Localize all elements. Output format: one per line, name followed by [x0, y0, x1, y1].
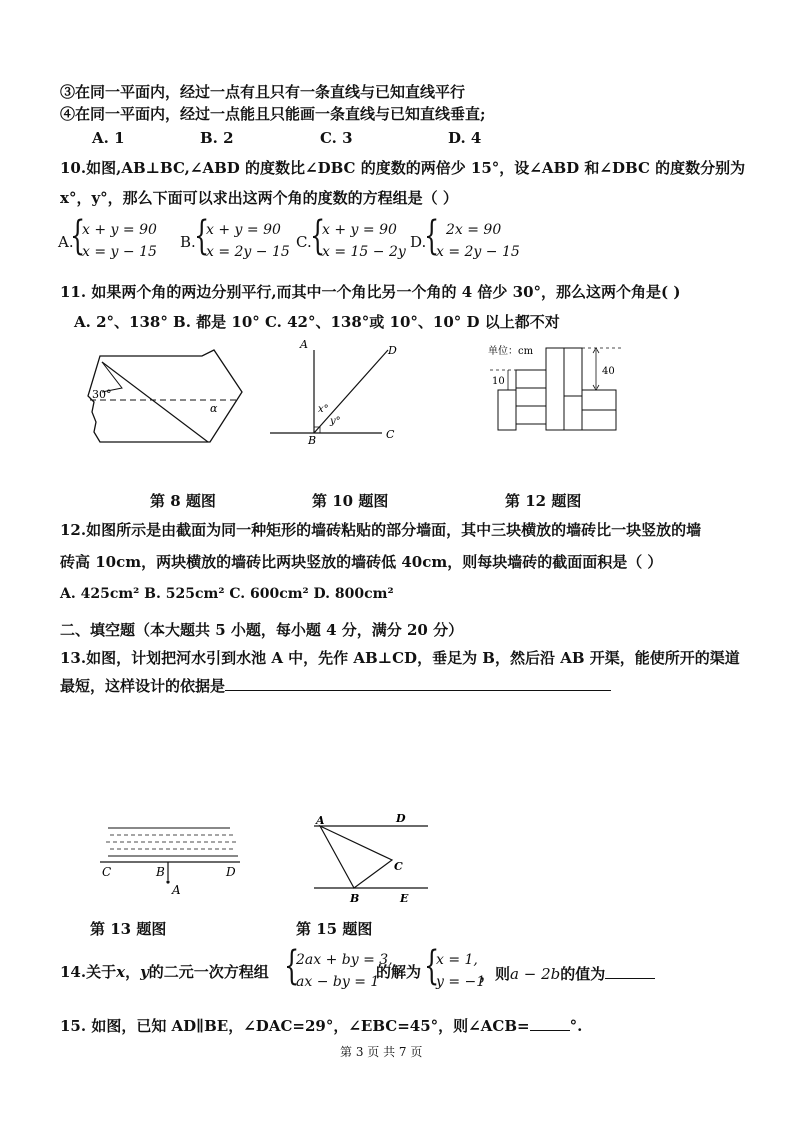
q14-eq1: 2ax + by = 3, — [296, 952, 393, 968]
figure-15 — [308, 810, 438, 910]
brace-icon: { — [70, 213, 86, 259]
fig15-label-b: B — [350, 892, 360, 905]
q10-option-d-eq2: x = 2y − 15 — [436, 244, 520, 260]
q14-mid: 的二元一次方程组 — [148, 963, 269, 981]
q10-option-a-eq2: x = y − 15 — [82, 244, 157, 260]
q15-answer-blank[interactable] — [530, 1014, 570, 1031]
fig8-angle-label: 30° — [92, 388, 112, 401]
q10-line2: x°，y°，那么下面可以求出这两个角的度数的方程组是（ ） — [60, 189, 458, 207]
q13-line2-row — [60, 674, 611, 696]
q14-tail-row — [480, 962, 655, 984]
fig15-label-c: C — [394, 860, 403, 873]
fig10-label-b: B — [308, 434, 317, 447]
q15-text: 15. 如图，已知 AD∥BE，∠DAC=29°，∠EBC=45°，则∠ACB= — [60, 1017, 530, 1035]
fig13-label-b: B — [156, 865, 165, 879]
q14-var-y: y — [140, 963, 149, 981]
figure-12 — [488, 340, 638, 435]
fig10-label-y: y° — [330, 416, 341, 427]
fig10-label-x: x° — [318, 404, 329, 415]
q10-option-b-label: B. — [180, 233, 196, 251]
section-2-title: 二、填空题（本大题共 5 小题，每小题 4 分，满分 20 分） — [60, 621, 464, 639]
brace-icon: { — [194, 213, 210, 259]
fig12-height-10: 10 — [492, 376, 505, 387]
q14-prefix-row — [60, 962, 269, 982]
q9-item4: ④在同一平面内，经过一点能且只能画一条直线与已知直线垂直; — [60, 105, 486, 123]
q9-option-c: C. 3 — [320, 129, 353, 147]
caption-figure-10: 第 10 题图 — [312, 492, 389, 510]
figure-8 — [82, 350, 252, 450]
fig8-alpha-label: α — [210, 402, 218, 415]
brace-icon: { — [424, 943, 440, 989]
q10-option-a-label: A. — [58, 233, 74, 251]
q12-options: A. 425cm² B. 525cm² C. 600cm² D. 800cm² — [60, 586, 394, 602]
fig15-label-a: A — [316, 814, 325, 827]
q14-prefix: 14.关于 — [60, 963, 117, 981]
q10-option-b-eq1: x + y = 90 — [206, 222, 281, 238]
caption-figure-13: 第 13 题图 — [90, 920, 167, 938]
figure-10 — [268, 340, 398, 445]
q15-row — [60, 1014, 582, 1036]
fig13-label-a: A — [172, 883, 181, 897]
q12-line1: 12.如图所示是由截面为同一种矩形的墙砖粘贴的部分墙面，其中三块横放的墙砖比一块竖放的墙 — [60, 521, 702, 539]
q11-options: A. 2°、138° B. 都是 10° C. 42°、138°或 10°、10° D 以上都不对 — [74, 313, 560, 331]
q9-option-b: B. 2 — [200, 129, 234, 147]
brace-icon: { — [424, 213, 440, 259]
q14-expr: a − 2b — [510, 965, 561, 983]
q10-option-b-eq2: x = 2y − 15 — [206, 244, 290, 260]
caption-figure-12: 第 12 题图 — [505, 492, 582, 510]
q14-then: ，则 — [480, 965, 511, 983]
caption-figure-8: 第 8 题图 — [150, 492, 216, 510]
q10-option-c-eq2: x = 15 − 2y — [322, 244, 406, 260]
q10-option-d-label: D. — [410, 233, 427, 251]
q11-line1: 11. 如果两个角的两边分别平行,而其中一个角比另一个角的 4 倍少 30°，那么这两个角是( ) — [60, 283, 681, 301]
figure-13 — [100, 820, 250, 900]
fig10-label-d: D — [388, 344, 397, 357]
q10-option-c-eq1: x + y = 90 — [322, 222, 397, 238]
fig10-label-a: A — [300, 338, 308, 351]
q14-sol-text: 的解为 — [376, 963, 422, 981]
page-number: 第 3 页 共 7 页 — [340, 1045, 423, 1059]
fig12-height-40: 40 — [602, 366, 615, 377]
q10-option-a-eq1: x + y = 90 — [82, 222, 157, 238]
brace-icon: { — [284, 943, 300, 989]
brace-icon: { — [310, 213, 326, 259]
q13-answer-blank[interactable] — [225, 674, 611, 691]
q13-line2: 最短，这样设计的依据是 — [60, 677, 226, 695]
q10-option-d-eq1: 2x = 90 — [446, 222, 502, 238]
q9-option-a: A. 1 — [92, 129, 125, 147]
q10-line1: 10.如图,AB⊥BC,∠ABD 的度数比∠DBC 的度数的两倍少 15°，设∠ABD 和∠DBC 的度数分别为 — [60, 159, 746, 177]
fig13-label-d: D — [226, 865, 236, 879]
q14-answer-blank[interactable] — [605, 962, 655, 979]
q14-sol1: x = 1, — [436, 952, 478, 968]
caption-figure-15: 第 15 题图 — [296, 920, 373, 938]
q9-item3: ③在同一平面内，经过一点有且只有一条直线与已知直线平行 — [60, 83, 466, 101]
q14-var-x: x — [116, 963, 126, 981]
q9-option-d: D. 4 — [448, 129, 482, 147]
q12-line2: 砖高 10cm，两块横放的墙砖比两块竖放的墙砖低 40cm，则每块墙砖的截面面积是（ ） — [60, 553, 663, 571]
fig13-label-c: C — [102, 865, 112, 879]
q13-line1: 13.如图，计划把河水引到水池 A 中，先作 AB⊥CD，垂足为 B，然后沿 AB 开渠，能使所开的渠道 — [60, 649, 740, 667]
q10-option-c-label: C. — [296, 233, 312, 251]
fig15-label-d: D — [396, 812, 406, 825]
fig15-label-e: E — [400, 892, 409, 905]
q14-sol2: y = −1 — [436, 974, 486, 990]
q14-sep: ， — [125, 963, 141, 981]
fig12-unit-label: 单位：cm — [488, 346, 534, 357]
q15-unit: °. — [569, 1017, 583, 1035]
fig10-label-c: C — [386, 428, 395, 441]
q14-eq2: ax − by = 1 — [296, 974, 380, 990]
q14-suffix: 的值为 — [560, 965, 606, 983]
